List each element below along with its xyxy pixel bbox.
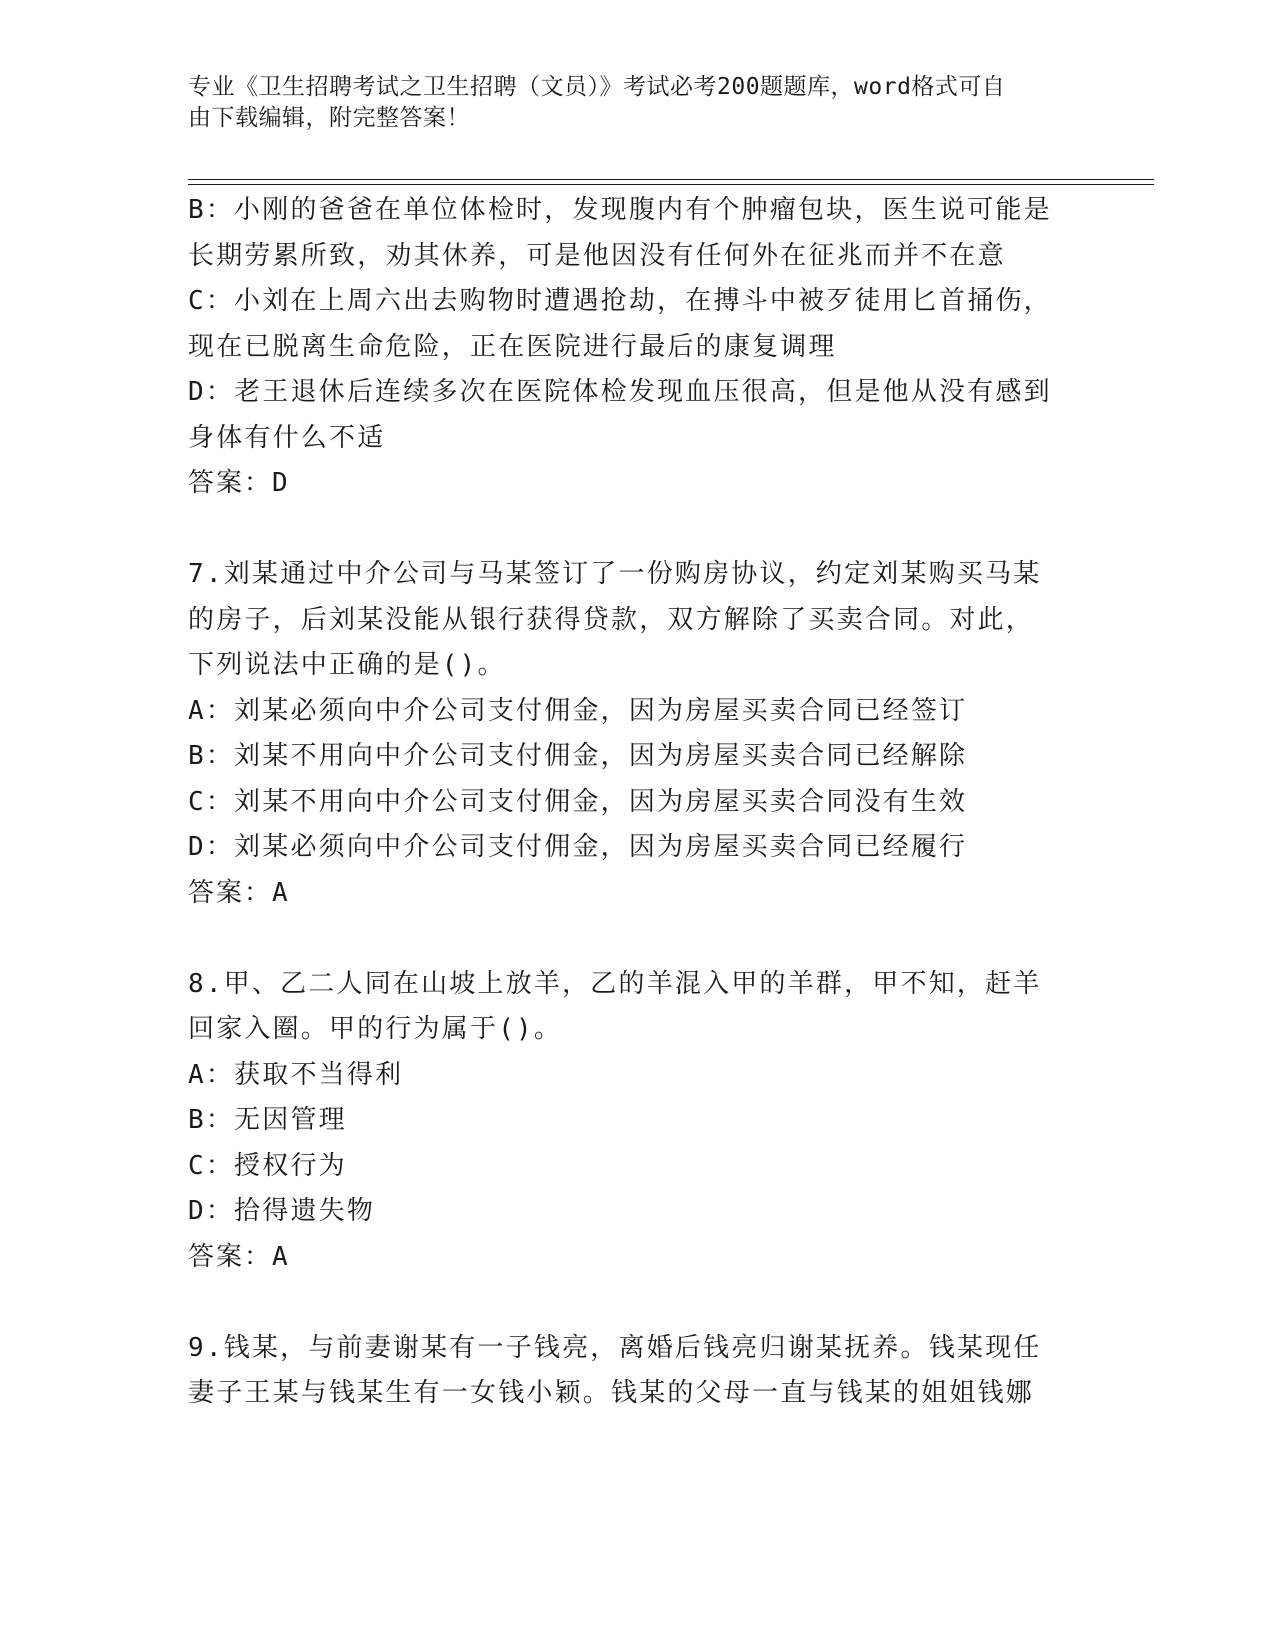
spacer xyxy=(188,1280,1088,1326)
option-c: C：授权行为 xyxy=(188,1150,347,1181)
spacer xyxy=(188,507,1088,553)
question-stem: 的房子，后刘某没能从银行获得贷款，双方解除了买卖合同。对此， xyxy=(188,604,1035,635)
question-stem: 8.甲、乙二人同在山坡上放羊，乙的羊混入甲的羊群，甲不知，赶羊 xyxy=(188,968,1042,999)
question-stem: 回家入圈。甲的行为属于()。 xyxy=(188,1014,563,1044)
option-d: D：老王退休后连续多次在医院体检发现血压很高，但是他从没有感到 xyxy=(188,377,1052,407)
option-c: C：小刘在上周六出去购物时遭遇抢劫，在搏斗中被歹徒用匕首捅伤， xyxy=(188,286,1052,316)
option-d: D：刘某必须向中介公司支付佣金，因为房屋买卖合同已经履行 xyxy=(188,832,968,862)
question-8 xyxy=(188,962,1088,1281)
answer: 答案：A xyxy=(188,877,290,908)
question-6 xyxy=(188,188,1088,507)
answer: 答案：D xyxy=(188,468,290,498)
question-stem: 妻子王某与钱某生有一女钱小颖。钱某的父母一直与钱某的姐姐钱娜 xyxy=(188,1378,1035,1408)
document-body xyxy=(188,188,1088,1417)
question-stem: 7.刘某通过中介公司与马某签订了一份购房协议，约定刘某购买马某 xyxy=(188,559,1042,589)
answer: 答案：A xyxy=(188,1241,290,1272)
question-7 xyxy=(188,552,1088,916)
question-stem: 9.钱某，与前妻谢某有一子钱亮，离婚后钱亮归谢某抚养。钱某现任 xyxy=(188,1332,1042,1363)
option-a: A：刘某必须向中介公司支付佣金，因为房屋买卖合同已经签订 xyxy=(188,695,968,726)
option-c: C：刘某不用向中介公司支付佣金，因为房屋买卖合同没有生效 xyxy=(188,786,968,817)
option-d-continued: 身体有什么不适 xyxy=(188,422,386,453)
option-a: A：获取不当得利 xyxy=(188,1059,404,1090)
document-header xyxy=(188,72,1068,134)
header-line: 由下载编辑，附完整答案！ xyxy=(188,105,470,131)
header-line: 专业《卫生招聘考试之卫生招聘（文员）》考试必考200题题库，word格式可自 xyxy=(188,74,1006,100)
header-rule-thin xyxy=(188,184,1154,185)
question-stem: 下列说法中正确的是()。 xyxy=(188,650,506,680)
option-c-continued: 现在已脱离生命危险，正在医院进行最后的康复调理 xyxy=(188,331,837,362)
header-rule-thick xyxy=(188,179,1154,180)
spacer xyxy=(188,916,1088,962)
option-b-continued: 长期劳累所致，劝其休养，可是他因没有任何外在征兆而并不在意 xyxy=(188,240,1006,271)
option-b: B：刘某不用向中介公司支付佣金，因为房屋买卖合同已经解除 xyxy=(188,741,968,771)
option-b: B：无因管理 xyxy=(188,1105,347,1135)
option-d: D：拾得遗失物 xyxy=(188,1196,376,1226)
question-9 xyxy=(188,1326,1088,1417)
option-b: B：小刚的爸爸在单位体检时，发现腹内有个肿瘤包块，医生说可能是 xyxy=(188,195,1052,225)
